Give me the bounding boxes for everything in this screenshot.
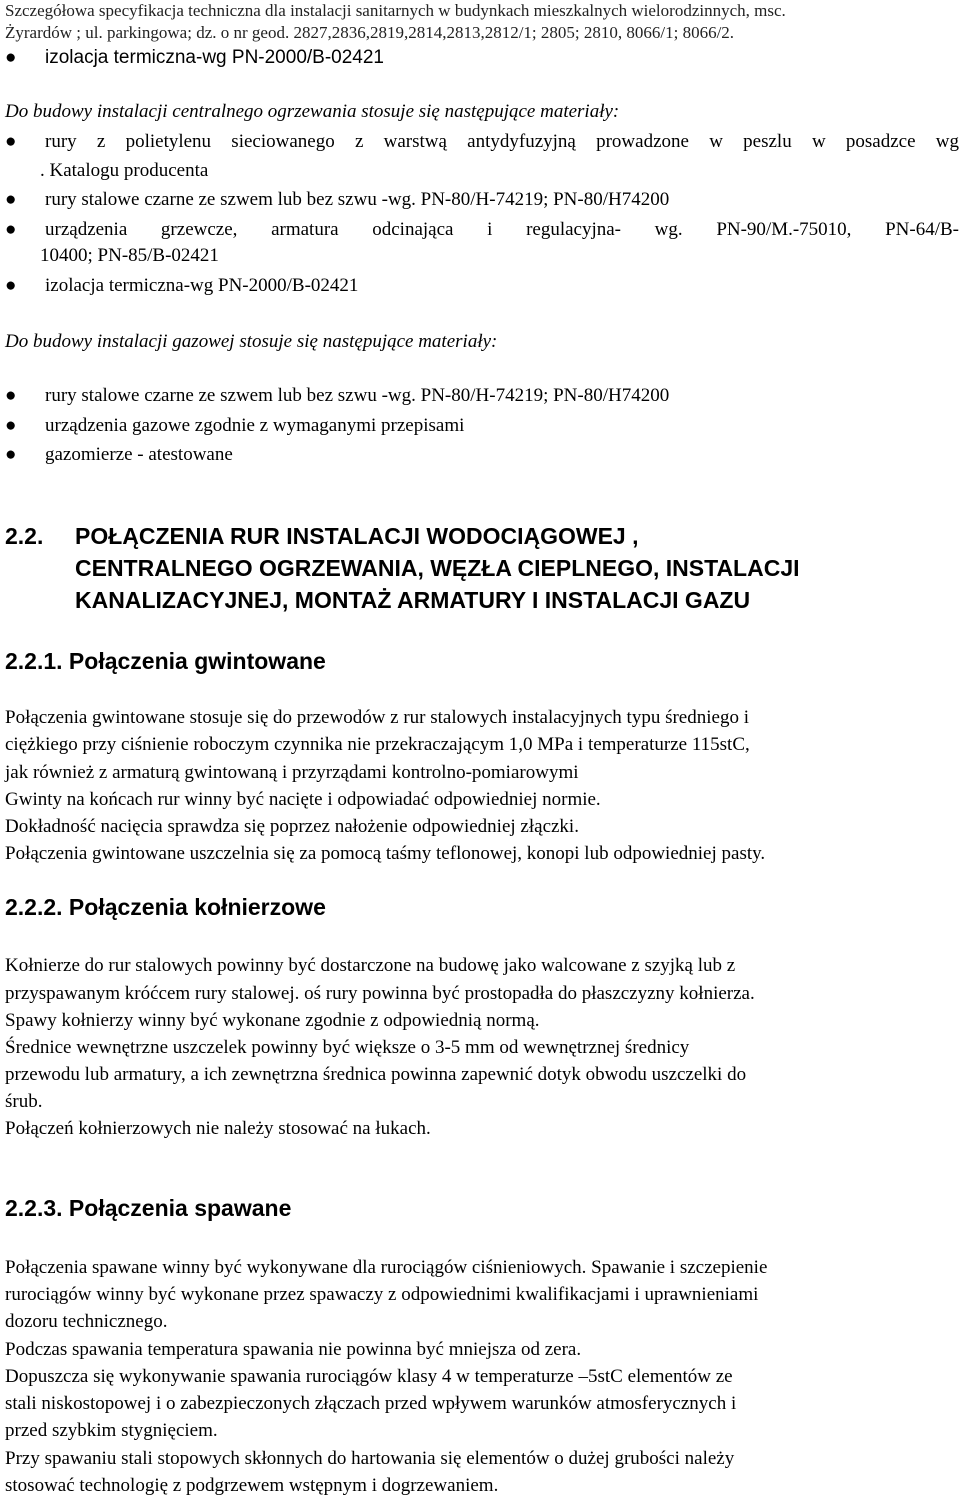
bullet-icon: ●: [5, 219, 17, 240]
list-item-text: rury stalowe czarne ze szwem lub bez szwu -wg. PN-80/H-74219; PN-80/H74200: [45, 189, 670, 210]
paragraph-line: jak również z armaturą gwintowaną i przyrządami kontrolno-pomiarowymi: [5, 762, 579, 783]
list-item-text: izolacja termiczna-wg PN-2000/B-02421: [45, 47, 384, 68]
list-item-text: urządzenia grzewcze, armatura odcinająca i regulacyjna- wg. PN-90/M.-75010, PN-64/B-: [45, 219, 959, 240]
bullet-icon: ●: [5, 275, 17, 296]
bullet-icon: ●: [5, 415, 17, 436]
paragraph-line: stosować technologię z podgrzewem wstępnym i dogrzewaniem.: [5, 1475, 499, 1496]
section-heading-2-2-1: 2.2.1. Połączenia gwintowane: [5, 648, 326, 674]
bullet-icon: ●: [5, 189, 17, 210]
bullet-icon: ●: [5, 444, 17, 465]
list-item-continuation: 10400; PN-85/B-02421: [40, 245, 219, 266]
section-number-2-2: 2.2.: [5, 523, 44, 549]
paragraph-line: przed szybkim stygnięciem.: [5, 1420, 218, 1441]
page-header-line-2: Żyrardów ; ul. parkingowa; dz. o nr geod. 2827,2836,2819,2814,2813,2812/1; 2805; 2810, 8066/1; 8066/2.: [5, 23, 735, 42]
page-header-line-1: Szczegółowa specyfikacja techniczna dla instalacji sanitarnych w budynkach mieszkalnych wielorodzinnych, msc.: [5, 1, 786, 20]
paragraph-line: Dopuszcza się wykonywanie spawania rurociągów klasy 4 w temperaturze –5stC elementów ze: [5, 1366, 733, 1387]
list-item-text: urządzenia gazowe zgodnie z wymaganymi przepisami: [45, 415, 465, 436]
paragraph-line: śrub.: [5, 1091, 43, 1112]
section-title-2-2-line-3: KANALIZACYJNEJ, MONTAŻ ARMATURY I INSTALACJI GAZU: [75, 587, 751, 613]
paragraph-line: Przy spawaniu stali stopowych skłonnych do hartowania się elementów o dużej grubości należy: [5, 1448, 735, 1469]
paragraph-line: dozoru technicznego.: [5, 1311, 168, 1332]
bullet-icon: ●: [5, 131, 17, 152]
paragraph-line: Połączenia spawane winny być wykonywane dla rurociągów ciśnieniowych. Spawanie i szczepienie: [5, 1257, 768, 1278]
paragraph-line: rurociągów winny być wykonane przez spawaczy z odpowiednimi kwalifikacjami i uprawnieniami: [5, 1284, 759, 1305]
section-heading-gas: Do budowy instalacji gazowej stosuje się następujące materiały:: [5, 331, 498, 352]
section-heading-2-2-2: 2.2.2. Połączenia kołnierzowe: [5, 894, 326, 920]
paragraph-line: Spawy kołnierzy winny być wykonane zgodnie z odpowiednią normą.: [5, 1010, 540, 1031]
paragraph-line: Średnice wewnętrzne uszczelek powinny być większe o 3-5 mm od wewnętrznej średnicy: [5, 1037, 690, 1058]
paragraph-line: Połączenia gwintowane uszczelnia się za pomocą taśmy teflonowej, konopi lub odpowiedniej pasty.: [5, 843, 766, 864]
paragraph-line: Dokładność nacięcia sprawdza się poprzez nałożenie odpowiedniej złączki.: [5, 816, 579, 837]
paragraph-line: stali niskostopowej i o zabezpieczonych złączach przed wpływem warunków atmosferycznych i: [5, 1393, 737, 1414]
paragraph-line: przyspawanym króćcem rury stalowej. oś rury powinna być prostopadła do płaszczyzny kołnierza.: [5, 983, 755, 1004]
paragraph-line: Połączenia gwintowane stosuje się do przewodów z rur stalowych instalacyjnych typu średniego i: [5, 707, 749, 728]
list-item-continuation: . Katalogu producenta: [40, 160, 209, 181]
section-heading-2-2-3: 2.2.3. Połączenia spawane: [5, 1195, 292, 1221]
bullet-icon: ●: [5, 47, 17, 68]
list-item-text: rury stalowe czarne ze szwem lub bez szwu -wg. PN-80/H-74219; PN-80/H74200: [45, 385, 670, 406]
list-item-text: gazomierze - atestowane: [45, 444, 233, 465]
paragraph-line: Gwinty na końcach rur winny być nacięte i odpowiadać odpowiedniej normie.: [5, 789, 601, 810]
list-item-text: izolacja termiczna-wg PN-2000/B-02421: [45, 275, 359, 296]
paragraph-line: Połączeń kołnierzowych nie należy stosować na łukach.: [5, 1118, 431, 1139]
list-item-text: rury z polietylenu sieciowanego z warstwą antydyfuzyjną prowadzone w peszlu w posadzce wg: [45, 131, 959, 152]
paragraph-line: Kołnierze do rur stalowych powinny być dostarczone na budowę jako walcowane z szyjką lub z: [5, 955, 736, 976]
section-heading-co: Do budowy instalacji centralnego ogrzewania stosuje się następujące materiały:: [5, 101, 620, 122]
paragraph-line: ciężkiego przy ciśnienie roboczym czynnika nie przekraczającym 1,0 MPa i temperaturze 115stC,: [5, 734, 750, 755]
paragraph-line: przewodu lub armatury, a ich zewnętrzna średnica powinna zapewnić dotyk obwodu uszczelki do: [5, 1064, 747, 1085]
paragraph-line: Podczas spawania temperatura spawania nie powinna być mniejsza od zera.: [5, 1339, 582, 1360]
section-title-2-2-line-1: POŁĄCZENIA RUR INSTALACJI WODOCIĄGOWEJ ,: [75, 523, 639, 549]
section-title-2-2-line-2: CENTRALNEGO OGRZEWANIA, WĘZŁA CIEPLNEGO, INSTALACJI: [75, 555, 800, 581]
bullet-icon: ●: [5, 385, 17, 406]
